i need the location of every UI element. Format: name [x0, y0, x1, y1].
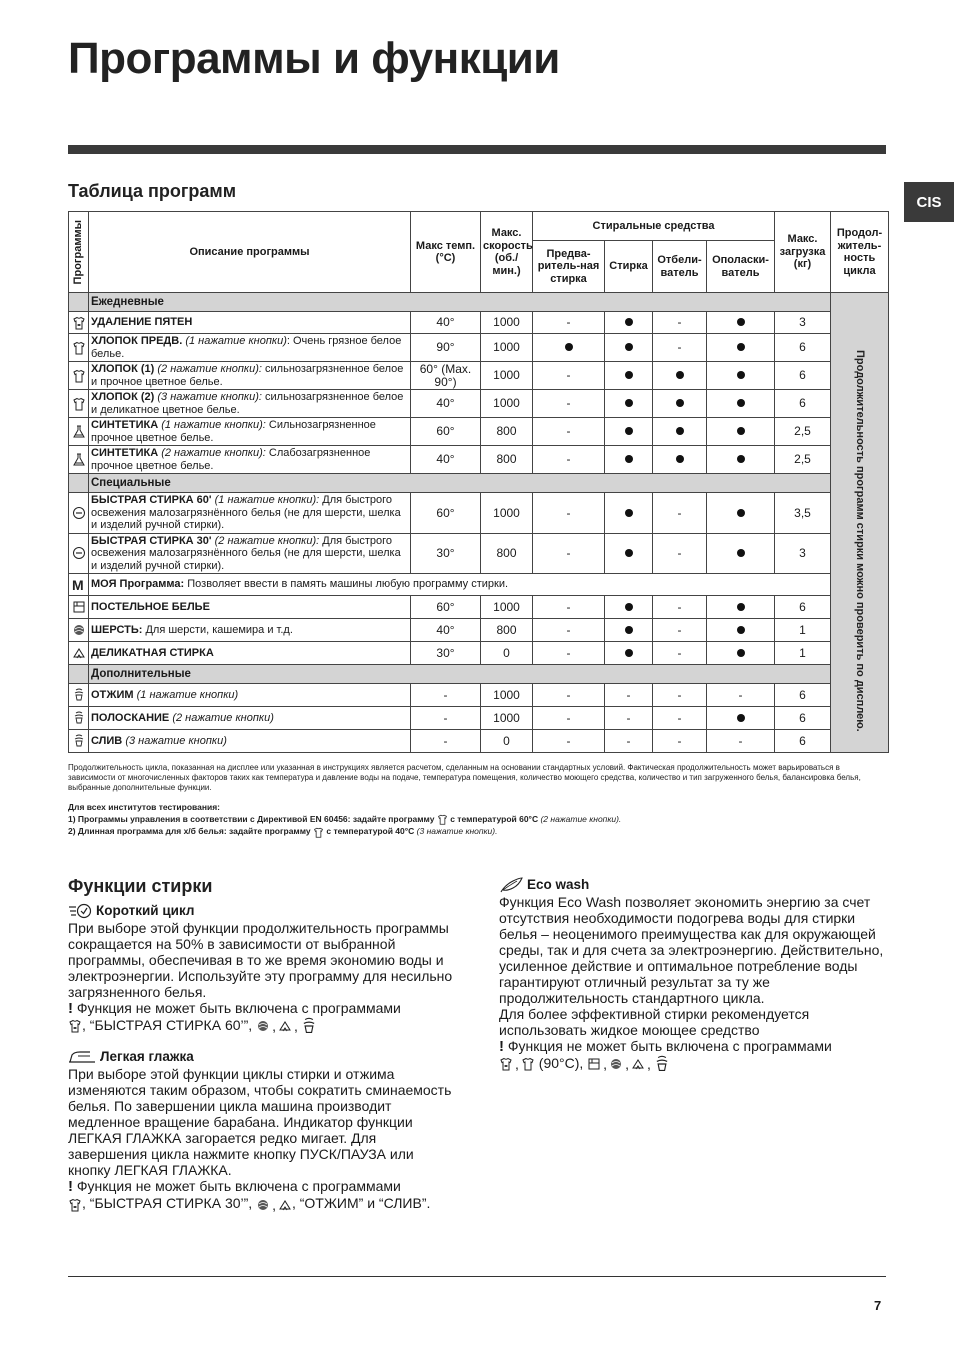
- program-description: [89, 642, 411, 665]
- max-temp-cell: 60° (Max. 90°): [411, 362, 481, 390]
- program-icon-cell: [69, 446, 89, 474]
- program-icon-cell: [69, 390, 89, 418]
- table-row: [69, 390, 889, 418]
- filled-dot-icon: [737, 399, 745, 407]
- functions-title: Функции стирки: [68, 876, 213, 896]
- filled-dot-icon: [625, 343, 633, 351]
- program-description: ХЛОПОК (2) (3 нажатие кнопки): сильнозагрязненное белое и деликатное цветное белье.: [89, 390, 411, 418]
- wash-cell: [605, 312, 653, 334]
- bleach-cell: -: [653, 619, 707, 642]
- softener-cell: -: [707, 684, 775, 707]
- wool-icon: [72, 623, 86, 637]
- spin-icon: [653, 1055, 671, 1073]
- duration-footnote: Продолжительность цикла, показанная на дисплее или указанная в инструкциях является расчетом, сделанным на основании стандартных условий. Фактическая продолжительность может варьироваться в зависимости от многочисленных факторов таких как температура и давление воды на подаче, температура помещения, количество моющего средства, количество и тип загруженного белья, балансировка белья, выбранные дополнительные функции.: [68, 763, 861, 792]
- header-bleach: Отбели-ватель: [653, 241, 707, 293]
- program-name: СИНТЕТИКА: [91, 419, 159, 431]
- program-name: ШЕРСТЬ:: [91, 623, 143, 636]
- softener-cell: [707, 446, 775, 474]
- program-note: (2 нажатие кнопки):: [214, 534, 320, 547]
- filled-dot-icon: [737, 549, 745, 557]
- program-description: [89, 730, 411, 753]
- filled-dot-icon: [625, 399, 633, 407]
- my-program-icon: [72, 578, 86, 592]
- softener-cell: [707, 362, 775, 390]
- filled-dot-icon: [737, 509, 745, 517]
- max-load-cell: 2,5: [775, 418, 831, 446]
- program-note: (3 нажатие кнопки): [125, 734, 227, 747]
- table-row: [69, 446, 889, 474]
- program-name: МОЯ Программа:: [91, 578, 185, 591]
- max-temp-cell: 40°: [411, 446, 481, 474]
- filled-dot-icon: [737, 318, 745, 326]
- bleach-cell: -: [653, 684, 707, 707]
- delicate-icon: [72, 646, 86, 660]
- table-row: [69, 642, 889, 665]
- max-load-cell: 6: [775, 362, 831, 390]
- filled-dot-icon: [625, 649, 633, 657]
- max-temp-cell: 40°: [411, 312, 481, 334]
- prewash-cell: -: [533, 730, 605, 753]
- filled-dot-icon: [737, 603, 745, 611]
- filled-dot-icon: [625, 549, 633, 557]
- synthetic-icon: [72, 425, 86, 439]
- program-note: (1 нажатие кнопки): [185, 335, 287, 347]
- prewash-cell: -: [533, 312, 605, 334]
- max-speed-cell: 1000: [481, 596, 533, 619]
- wash-cell: [605, 418, 653, 446]
- max-speed-cell: 1000: [481, 362, 533, 390]
- max-load-cell: 1: [775, 619, 831, 642]
- filled-dot-icon: [625, 427, 633, 435]
- iron-icon: [68, 1050, 96, 1064]
- delicate-icon: [278, 1019, 292, 1033]
- program-note: (1 нажатие кнопки):: [161, 419, 266, 431]
- program-description: [89, 596, 411, 619]
- filled-dot-icon: [676, 455, 684, 463]
- eco-wash-text-2: Для более эффективной стирки рекомендуется использовать жидкое моющее средство: [499, 1006, 810, 1038]
- program-name: ДЕЛИКАТНАЯ СТИРКА: [91, 646, 214, 659]
- stain-icon: [499, 1057, 513, 1071]
- program-description: СИНТЕТИКА (1 нажатие кнопки): Сильнозагрязненное прочное цветное белье.: [89, 418, 411, 446]
- max-speed-cell: 800: [481, 619, 533, 642]
- max-temp-cell: 60°: [411, 596, 481, 619]
- eco-wash-text: Функция Eco Wash позволяет экономить энергию за счет отсутствия необходимости подогрева воды для стирки белья – неоценимого преимущества как для окружающей среды, так и для счета за электроэнергию. Действительно, усиленное действие и оптимальное потребление воды гарантируют отличный результат за ту же продолжительность стандартного цикла.: [499, 894, 884, 1006]
- cotton-icon: [521, 1057, 535, 1071]
- header-programs: Программы: [69, 212, 89, 293]
- softener-cell: [707, 312, 775, 334]
- max-temp-cell: -: [411, 684, 481, 707]
- filled-dot-icon: [737, 626, 745, 634]
- max-temp-cell: 90°: [411, 334, 481, 362]
- filled-dot-icon: [737, 649, 745, 657]
- wash-cell: [605, 493, 653, 534]
- cotton-icon: [72, 369, 86, 383]
- group-row: [69, 293, 889, 312]
- stain-icon: [68, 1019, 82, 1033]
- bleach-cell: -: [653, 533, 707, 574]
- short-cycle-icon: [68, 903, 92, 919]
- softener-cell: [707, 533, 775, 574]
- softener-cell: [707, 619, 775, 642]
- prewash-cell: -: [533, 642, 605, 665]
- group-label: Дополнительные: [89, 665, 831, 684]
- program-icon-cell: [69, 418, 89, 446]
- footer-rule: [68, 1276, 886, 1277]
- testing-line-1: 1) Программы управления в соответствии с Директивой EN 60456: задайте программу с температурой 60°C (2 нажатие кнопки).: [68, 814, 622, 824]
- header-detergents: Стиральные средства: [533, 212, 775, 241]
- program-name: ПОСТЕЛЬНОЕ БЕЛЬЕ: [91, 600, 210, 613]
- program-description: ХЛОПОК (1) (2 нажатие кнопки): сильнозагрязненное белое и прочное цветное белье.: [89, 362, 411, 390]
- program-name: ХЛОПОК ПРЕДВ.: [91, 335, 183, 347]
- header-softener: Ополаски-ватель: [707, 241, 775, 293]
- max-load-cell: 6: [775, 730, 831, 753]
- filled-dot-icon: [625, 455, 633, 463]
- program-description: БЫСТРАЯ СТИРКА 60' (1 нажатие кнопки): Для быстрого освежения малозагрязнённого белья (не для шерсти, шелка и изделий ручной стирки).: [89, 493, 411, 534]
- eco-wash-heading: Eco wash: [499, 877, 889, 893]
- bleach-cell: -: [653, 596, 707, 619]
- header-prewash: Предва-ритель-ная стирка: [533, 241, 605, 293]
- filled-dot-icon: [625, 371, 633, 379]
- bedding-icon: [72, 600, 86, 614]
- prewash-cell: [533, 334, 605, 362]
- stain-icon: [72, 316, 86, 330]
- table-row: [69, 574, 889, 596]
- program-icon-cell: [69, 619, 89, 642]
- prewash-cell: -: [533, 418, 605, 446]
- max-speed-cell: 0: [481, 730, 533, 753]
- program-name: ОТЖИМ: [91, 688, 134, 701]
- prewash-cell: -: [533, 533, 605, 574]
- bleach-cell: -: [653, 730, 707, 753]
- program-icon-cell: [69, 574, 89, 596]
- program-description: БЫСТРАЯ СТИРКА 30' (2 нажатие кнопки): Для быстрого освежения малозагрязнённого белья (не для шерсти, шелка и изделий ручной стирки).: [89, 533, 411, 574]
- functions-right-column: [499, 877, 889, 1073]
- program-icon-cell: [69, 493, 89, 534]
- max-load-cell: 6: [775, 707, 831, 730]
- max-load-cell: 6: [775, 596, 831, 619]
- group-icon-cell: [69, 665, 89, 684]
- program-name: ХЛОПОК (2): [91, 391, 155, 403]
- program-icon-cell: [69, 642, 89, 665]
- table-row: [69, 493, 889, 534]
- header-max-temp: Макс темп. (°C): [411, 212, 481, 293]
- max-speed-cell: 1000: [481, 707, 533, 730]
- duration-side-note: Продолжительность программ стирки можно проверить по дисплею.: [853, 349, 866, 732]
- program-description: [89, 684, 411, 707]
- wash-cell: -: [605, 730, 653, 753]
- table-row: [69, 730, 889, 753]
- header-max-load: Макс. загрузка (кг): [775, 212, 831, 293]
- bleach-cell: [653, 390, 707, 418]
- delicate-icon: [278, 1198, 292, 1212]
- testing-line-2: 2) Длинная программа для х/б белья: задайте программу с температурой 40°C (3 нажатие кнопки).: [68, 826, 498, 837]
- filled-dot-icon: [676, 399, 684, 407]
- short-cycle-warning: ! Функция не может быть включена с программами , “БЫСТРАЯ СТИРКА 60’”, , ,: [68, 1000, 401, 1035]
- program-description: ХЛОПОК ПРЕДВ. (1 нажатие кнопки): Очень грязное белое белье.: [89, 334, 411, 362]
- quick-icon: [72, 546, 86, 560]
- bleach-cell: -: [653, 312, 707, 334]
- wash-cell: [605, 596, 653, 619]
- prewash-cell: -: [533, 493, 605, 534]
- max-speed-cell: 800: [481, 446, 533, 474]
- filled-dot-icon: [565, 343, 573, 351]
- program-name: УДАЛЕНИЕ ПЯТЕН: [91, 316, 193, 329]
- cotton-icon: [72, 397, 86, 411]
- functions-left-column: [68, 903, 458, 1213]
- max-temp-cell: -: [411, 730, 481, 753]
- eco-leaf-icon: [499, 877, 523, 893]
- max-temp-cell: 40°: [411, 619, 481, 642]
- bleach-cell: [653, 362, 707, 390]
- wool-icon: [256, 1198, 270, 1212]
- max-temp-cell: 30°: [411, 642, 481, 665]
- max-load-cell: 1: [775, 642, 831, 665]
- prewash-cell: -: [533, 446, 605, 474]
- softener-cell: [707, 596, 775, 619]
- table-row: [69, 619, 889, 642]
- bleach-cell: -: [653, 493, 707, 534]
- program-note: (1 нажатие кнопки): [136, 688, 239, 701]
- program-description: ШЕРСТЬ: Для шерсти, кашемира и т.д.: [89, 619, 411, 642]
- page-number: 7: [874, 1298, 882, 1313]
- table-row: [69, 334, 889, 362]
- table-section-title: Таблица программ: [68, 181, 237, 201]
- spin-icon: [300, 1017, 318, 1035]
- table-row: [69, 312, 889, 334]
- region-tab: CIS: [904, 182, 954, 222]
- filled-dot-icon: [625, 626, 633, 634]
- max-speed-cell: 800: [481, 418, 533, 446]
- filled-dot-icon: [737, 371, 745, 379]
- max-load-cell: 6: [775, 390, 831, 418]
- filled-dot-icon: [737, 455, 745, 463]
- softener-cell: [707, 642, 775, 665]
- wash-cell: [605, 619, 653, 642]
- wash-cell: [605, 642, 653, 665]
- spin-icon: [72, 734, 86, 748]
- testing-title: Для всех институтов тестирования:: [68, 802, 220, 812]
- softener-cell: [707, 707, 775, 730]
- filled-dot-icon: [625, 509, 633, 517]
- filled-dot-icon: [737, 427, 745, 435]
- softener-cell: [707, 334, 775, 362]
- filled-dot-icon: [737, 714, 745, 722]
- program-icon-cell: [69, 334, 89, 362]
- prewash-cell: -: [533, 707, 605, 730]
- table-row: [69, 533, 889, 574]
- bleach-cell: -: [653, 334, 707, 362]
- wash-cell: [605, 446, 653, 474]
- group-row: [69, 474, 889, 493]
- quick-icon: [72, 506, 86, 520]
- table-row: [69, 684, 889, 707]
- table-row: [69, 362, 889, 390]
- wash-cell: [605, 334, 653, 362]
- bleach-cell: -: [653, 707, 707, 730]
- wash-cell: -: [605, 707, 653, 730]
- max-speed-cell: 1000: [481, 334, 533, 362]
- program-name: ПОЛОСКАНИЕ: [91, 711, 170, 724]
- max-speed-cell: 1000: [481, 684, 533, 707]
- short-cycle-text: При выборе этой функции продолжительность программы сокращается на 50% в зависимости от выбранной программы, обеспечивая в то же время экономию воды и электроэнергии. Используйте эту программу для несильно загрязненного белья.: [68, 920, 453, 1000]
- group-label: Специальные: [89, 474, 831, 493]
- spin-icon: [72, 711, 86, 725]
- max-speed-cell: 1000: [481, 493, 533, 534]
- program-icon-cell: [69, 312, 89, 334]
- easy-iron-heading: Легкая глажка: [68, 1049, 458, 1065]
- header-wash: Стирка: [605, 241, 653, 293]
- bleach-cell: [653, 418, 707, 446]
- bleach-cell: -: [653, 642, 707, 665]
- wash-cell: [605, 362, 653, 390]
- cotton-icon: [313, 827, 324, 838]
- short-cycle-heading: Короткий цикл: [68, 903, 458, 919]
- max-temp-cell: 40°: [411, 390, 481, 418]
- duration-column: [831, 293, 889, 753]
- softener-cell: [707, 390, 775, 418]
- prewash-cell: -: [533, 362, 605, 390]
- max-speed-cell: 800: [481, 533, 533, 574]
- header-max-speed: Макс. скорость (об./ мин.): [481, 212, 533, 293]
- program-icon-cell: [69, 362, 89, 390]
- eco-wash-warning: ! Функция не может быть включена с программами , (90°C), , , ,: [499, 1038, 832, 1073]
- max-temp-cell: -: [411, 707, 481, 730]
- prewash-cell: -: [533, 596, 605, 619]
- program-icon-cell: [69, 684, 89, 707]
- program-name: СЛИВ: [91, 734, 123, 747]
- max-speed-cell: 0: [481, 642, 533, 665]
- max-load-cell: 6: [775, 684, 831, 707]
- delicate-icon: [631, 1057, 645, 1071]
- program-description: [89, 707, 411, 730]
- wash-cell: -: [605, 684, 653, 707]
- prewash-cell: -: [533, 684, 605, 707]
- header-duration: Продол-житель-ность цикла: [831, 212, 889, 293]
- wool-icon: [256, 1019, 270, 1033]
- stain-icon: [68, 1198, 82, 1212]
- group-label: Ежедневные: [89, 293, 831, 312]
- table-row: [69, 707, 889, 730]
- max-load-cell: 6: [775, 334, 831, 362]
- svg-text:M: M: [71, 577, 84, 592]
- program-table: [68, 211, 889, 753]
- filled-dot-icon: [676, 427, 684, 435]
- filled-dot-icon: [737, 343, 745, 351]
- program-icon-cell: [69, 707, 89, 730]
- program-icon-cell: [69, 596, 89, 619]
- wash-cell: [605, 533, 653, 574]
- group-icon-cell: [69, 474, 89, 493]
- synthetic-icon: [72, 453, 86, 467]
- softener-cell: [707, 493, 775, 534]
- program-name: БЫСТРАЯ СТИРКА 30': [91, 534, 212, 547]
- spin-icon: [72, 688, 86, 702]
- wool-icon: [609, 1057, 623, 1071]
- page-title: Программы и функции: [68, 34, 560, 83]
- program-icon-cell: [69, 730, 89, 753]
- max-speed-cell: 1000: [481, 312, 533, 334]
- program-description: СИНТЕТИКА (2 нажатие кнопки): Слабозагрязненное прочное цветное белье.: [89, 446, 411, 474]
- max-load-cell: 3: [775, 533, 831, 574]
- program-name: СИНТЕТИКА: [91, 447, 159, 459]
- filled-dot-icon: [625, 603, 633, 611]
- table-row: [69, 596, 889, 619]
- program-description: МОЯ Программа: Позволяет ввести в память машины любую программу стирки.: [89, 574, 831, 596]
- cotton-icon: [72, 341, 86, 355]
- softener-cell: -: [707, 730, 775, 753]
- bleach-cell: [653, 446, 707, 474]
- max-temp-cell: 30°: [411, 533, 481, 574]
- program-description: [89, 312, 411, 334]
- cotton-icon: [437, 814, 448, 825]
- testing-note: [68, 801, 886, 838]
- max-temp-cell: 60°: [411, 418, 481, 446]
- program-note: (3 нажатие кнопки):: [157, 391, 262, 403]
- filled-dot-icon: [676, 371, 684, 379]
- group-row: [69, 665, 889, 684]
- easy-iron-text: При выборе этой функции циклы стирки и отжима изменяются таким образом, чтобы сократить сминаемость белья. По завершении цикла машина производит медленное вращение барабана. Индикатор функции ЛЕГКАЯ ГЛАЖКА загорается редко мигает. Для завершения цикла нажмите кнопку ПУСК/ПАУЗА или кнопку ЛЕГКАЯ ГЛАЖКА.: [68, 1066, 452, 1179]
- max-temp-cell: 60°: [411, 493, 481, 534]
- program-note: (2 нажатие кнопки):: [161, 447, 266, 459]
- max-load-cell: 2,5: [775, 446, 831, 474]
- max-speed-cell: 1000: [481, 390, 533, 418]
- program-icon-cell: [69, 533, 89, 574]
- filled-dot-icon: [625, 318, 633, 326]
- program-name: БЫСТРАЯ СТИРКА 60': [91, 494, 212, 506]
- header-description: Описание программы: [89, 212, 411, 293]
- prewash-cell: -: [533, 390, 605, 418]
- softener-cell: [707, 418, 775, 446]
- wash-cell: [605, 390, 653, 418]
- program-name: ХЛОПОК (1): [91, 363, 155, 375]
- table-row: [69, 418, 889, 446]
- title-rule: [68, 145, 886, 154]
- program-note: (1 нажатие кнопки):: [214, 494, 320, 506]
- easy-iron-warning: ! Функция не может быть включена с программами , “БЫСТРАЯ СТИРКА 30’”, , , “ОТЖИМ” и “СЛИВ”.: [68, 1178, 431, 1213]
- prewash-cell: -: [533, 619, 605, 642]
- bedding-icon: [587, 1057, 601, 1071]
- group-icon-cell: [69, 293, 89, 312]
- max-load-cell: 3,5: [775, 493, 831, 534]
- program-note: (2 нажатие кнопки):: [157, 363, 262, 375]
- program-note: (2 нажатие кнопки): [172, 711, 274, 724]
- max-load-cell: 3: [775, 312, 831, 334]
